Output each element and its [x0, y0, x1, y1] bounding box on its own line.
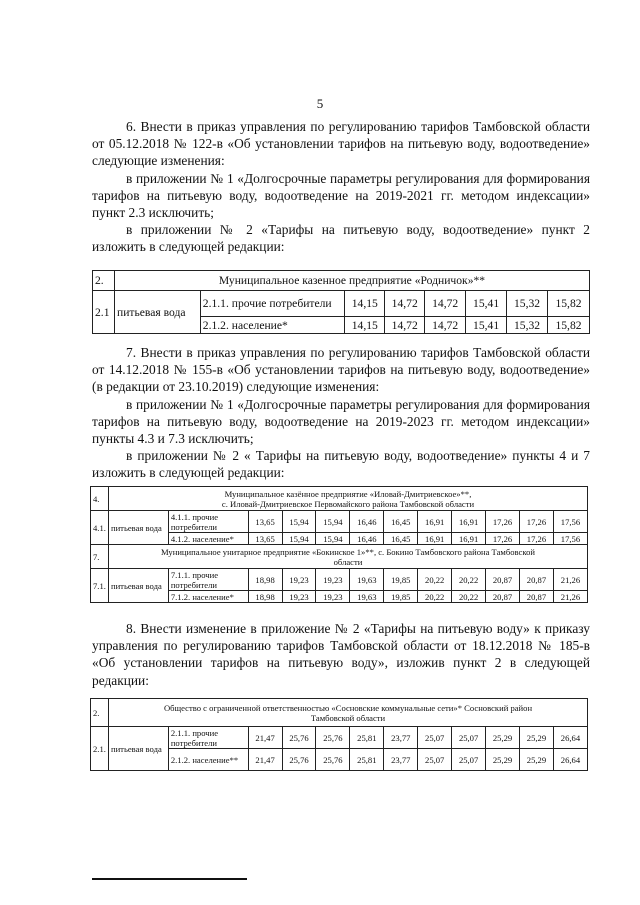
enterprise-header: Муниципальное казенное предприятие «Родничок»**: [114, 271, 589, 291]
consumer-label: 2.1.2. население*: [200, 317, 345, 334]
tariff-value: 17,26: [520, 533, 554, 545]
tariff-value: 15,41: [466, 317, 507, 334]
tariff-value: 16,91: [418, 511, 452, 533]
tariff-value: 16,45: [384, 533, 418, 545]
tariff-value: 25,81: [350, 749, 384, 771]
tariff-value: 15,82: [548, 291, 590, 317]
tariff-value: 21,47: [248, 727, 282, 749]
tariff-value: 19,85: [384, 591, 418, 603]
enterprise-location: области: [333, 556, 363, 567]
section-6-item-2: в приложении № 2 «Тарифы на питьевую воду, водоотведение» пункт 2 изложить в следующей редакции:: [92, 222, 590, 255]
footnote-divider: [92, 878, 247, 880]
section-7-item-2: в приложении № 2 « Тарифы на питьевую воду, водоотведение» пункты 4 и 7 изложить в следующей редакции:: [92, 448, 590, 481]
enterprise-name: Общество с ограниченной ответственностью «Сосновские коммунальные сети»* Сосновский район: [163, 702, 533, 713]
tariff-value: 15,94: [282, 511, 316, 533]
tariff-table-rodnichok: [92, 270, 590, 334]
page-number: 5: [316, 96, 324, 111]
consumer-label: 2.1.1. прочие потребители: [168, 727, 248, 749]
tariff-value: 14,72: [385, 291, 425, 317]
tariff-value: 16,91: [418, 533, 452, 545]
tariff-value: 16,91: [452, 511, 486, 533]
tariff-value: 20,87: [486, 569, 520, 591]
tariff-value: 15,94: [316, 511, 350, 533]
tariff-value: 19,23: [316, 591, 350, 603]
section-8-intro: 8. Внести изменение в приложение № 2 «Тарифы на питьевую воду» к приказу управления по регулированию тарифов Тамбовской области от 18.12.2018 № 185-в «Об установлении тарифов на питьевую воду», изложив пункт 2 в следующей редакции:: [92, 621, 590, 688]
consumer-label: 7.1.1. прочие потребители: [168, 569, 248, 591]
enterprise-location: с. Иловай-Дмитриевское Первомайского района Тамбовской области: [221, 498, 475, 509]
tariff-table-sosnovskie: [90, 698, 588, 771]
tariff-value: 15,94: [282, 533, 316, 545]
service-name: питьевая вода: [108, 569, 168, 603]
tariff-value: 25,76: [316, 727, 350, 749]
tariff-value: 25,29: [520, 727, 554, 749]
service-name: питьевая вода: [108, 511, 168, 545]
tariff-value: 13,65: [248, 533, 282, 545]
tariff-value: 21,47: [248, 749, 282, 771]
tariff-value: 20,22: [452, 591, 486, 603]
tariff-value: 17,26: [486, 533, 520, 545]
tariff-value: 17,26: [520, 511, 554, 533]
tariff-value: 21,26: [553, 591, 587, 603]
enterprise-name: Муниципальное казённое предприятие «Иловай-Дмитриевское»**,: [224, 488, 472, 499]
subsection-number: 2.1: [93, 291, 115, 334]
tariff-value: 15,94: [316, 533, 350, 545]
tariff-value: 19,23: [316, 569, 350, 591]
tariff-value: 20,22: [418, 569, 452, 591]
tariff-value: 25,29: [520, 749, 554, 771]
consumer-label: 2.1.1. прочие потребители: [200, 291, 345, 317]
tariff-value: 14,15: [345, 291, 385, 317]
tariff-value: 25,29: [486, 749, 520, 771]
consumer-label: 4.1.1. прочие потребители: [168, 511, 248, 533]
table-row-number: 2.: [93, 271, 115, 291]
tariff-value: 14,15: [345, 317, 385, 334]
tariff-value: 19,63: [350, 591, 384, 603]
tariff-value: 15,32: [507, 317, 548, 334]
enterprise-header: [108, 545, 587, 569]
section-7: [92, 344, 590, 482]
tariff-value: 25,76: [282, 727, 316, 749]
consumer-label: 2.1.2. население**: [168, 749, 248, 771]
table-row-number: 2.: [91, 699, 109, 727]
subsection-number: 2.1.: [91, 727, 109, 771]
consumer-label: 7.1.2. население*: [168, 591, 248, 603]
table-row-number: 4.: [91, 487, 109, 511]
tariff-value: 13,65: [248, 511, 282, 533]
service-name: питьевая вода: [114, 291, 200, 334]
tariff-value: 21,26: [553, 569, 587, 591]
tariff-value: 25,29: [486, 727, 520, 749]
tariff-value: 23,77: [384, 727, 418, 749]
tariff-value: 26,64: [553, 727, 587, 749]
section-6-intro: 6. Внести в приказ управления по регулированию тарифов Тамбовской области от 05.12.2018 № 122-в «Об установлении тарифов на питьевую воду, водоотведение» следующие изменения:: [92, 119, 590, 169]
tariff-value: 15,32: [507, 291, 548, 317]
tariff-value: 19,23: [282, 569, 316, 591]
tariff-value: 14,72: [425, 291, 466, 317]
tariff-value: 25,07: [452, 749, 486, 771]
tariff-value: 18,98: [248, 569, 282, 591]
tariff-value: 17,26: [486, 511, 520, 533]
tariff-value: 25,07: [418, 749, 452, 771]
tariff-value: 16,91: [452, 533, 486, 545]
service-name: питьевая вода: [108, 727, 168, 771]
table-row-number: 7.: [91, 545, 109, 569]
section-8: [92, 620, 590, 689]
tariff-value: 14,72: [385, 317, 425, 334]
subsection-number: 7.1.: [91, 569, 109, 603]
tariff-value: 15,82: [548, 317, 590, 334]
enterprise-location: Тамбовской области: [310, 712, 386, 723]
tariff-value: 15,41: [466, 291, 507, 317]
tariff-table-section-7: [90, 486, 588, 603]
section-7-item-1: в приложении № 1 «Долгосрочные параметры регулирования для формирования тарифов на питьевую воду, водоотведение на 2019-2023 гг. методом индексации» пункты 4.3 и 7.3 исключить;: [92, 396, 590, 447]
tariff-value: 18,98: [248, 591, 282, 603]
tariff-value: 25,07: [418, 727, 452, 749]
section-6: [92, 118, 590, 256]
consumer-label: 4.1.2. население*: [168, 533, 248, 545]
tariff-value: 17,56: [553, 511, 587, 533]
tariff-value: 20,22: [452, 569, 486, 591]
tariff-value: 19,85: [384, 569, 418, 591]
tariff-value: 20,87: [520, 569, 554, 591]
tariff-value: 20,22: [418, 591, 452, 603]
tariff-value: 16,45: [384, 511, 418, 533]
section-7-intro: 7. Внести в приказ управления по регулированию тарифов Тамбовской области от 14.12.2018 № 155-в «Об установлении тарифов на питьевую воду, водоотведение» (в редакции от 23.10.2019) следующие изменения:: [92, 345, 590, 395]
tariff-value: 19,63: [350, 569, 384, 591]
enterprise-header: [108, 699, 587, 727]
tariff-value: 20,87: [520, 591, 554, 603]
tariff-value: 16,46: [350, 511, 384, 533]
tariff-value: 19,23: [282, 591, 316, 603]
section-6-item-1: в приложении № 1 «Долгосрочные параметры регулирования для формирования тарифов на питьевую воду, водоотведение на 2019-2021 гг. методом индексации» пункт 2.3 исключить;: [92, 170, 590, 221]
tariff-value: 16,46: [350, 533, 384, 545]
tariff-value: 23,77: [384, 749, 418, 771]
tariff-value: 26,64: [553, 749, 587, 771]
tariff-value: 20,87: [486, 591, 520, 603]
tariff-value: 25,81: [350, 727, 384, 749]
tariff-value: 25,76: [316, 749, 350, 771]
subsection-number: 4.1.: [91, 511, 109, 545]
tariff-value: 25,76: [282, 749, 316, 771]
enterprise-header: [108, 487, 587, 511]
tariff-value: 14,72: [425, 317, 466, 334]
tariff-value: 17,56: [553, 533, 587, 545]
enterprise-name: Муниципальное унитарное предприятие «Бокинское 1»**, с. Бокино Тамбовского района Тамбовской: [161, 546, 535, 557]
tariff-value: 25,07: [452, 727, 486, 749]
